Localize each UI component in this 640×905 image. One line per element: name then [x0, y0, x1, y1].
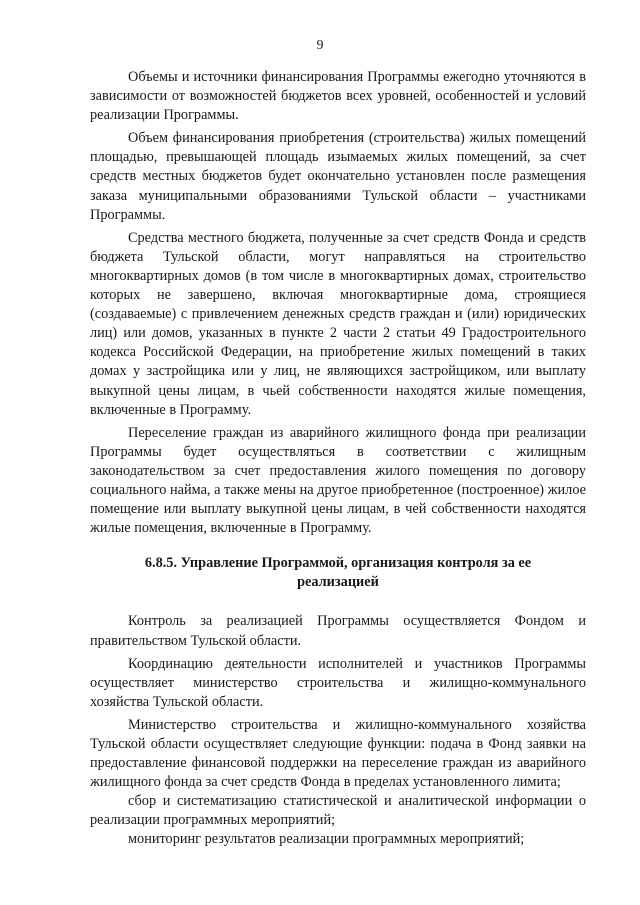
paragraph-monitoring: мониторинг результатов реализации программных мероприятий;: [128, 831, 525, 848]
paragraph-funding-excess-area: Объем финансирования приобретения (строительства) жилых помещений площадью, превышающей площадь изымаемых жилых помещений, за счет средств местных бюджетов будет окончательно установлен после размещения заказа муниципальными образованиями Тульской области – участниками Программы.: [90, 130, 586, 223]
paragraph-funding-volumes: Объемы и источники финансирования Программы ежегодно уточняются в зависимости от возможностей бюджетов всех уровней, особенностей и условий реализации Программы.: [90, 69, 586, 124]
paragraph-coordination: Координацию деятельности исполнителей и участников Программы осуществляет министерство строительства и жилищно-коммунального хозяйства Тульской области.: [90, 655, 586, 710]
page-number: 9: [316, 38, 324, 53]
paragraph-local-budget-funds: Средства местного бюджета, полученные за счет средств Фонда и средств бюджета Тульской области, могут направляться на строительство многоквартирных домов (в том числе в многоквартирных домах, строительство которых не завершено, включая многоквартирные дома, строящиеся (создаваемые) с привлечением денежных средств граждан и (или) юридических лиц) или домов, указанных в пункте 2 части 2 статьи 49 Градостроительного кодекса Российской Федерации, на приобретение жилых помещений в таких домах у застройщика или у лиц, не являющихся застройщиком, или выплату выкупной цены лицам, в чьей собственности находятся жилые помещения, включенные в Программу.: [90, 229, 586, 418]
document-body: [90, 68, 586, 850]
paragraph-resettlement: Переселение граждан из аварийного жилищного фонда при реализации Программы будет осуществляться в соответствии с жилищным законодательством за счет предоставления жилого помещения по договору социального найма, а также мены на другое приобретенное (построенное) жилое помещение или выплату выкупной цены лицам, в чей собственности находятся жилые помещения, включенные в Программу.: [90, 424, 586, 537]
paragraph-info-collection: сбор и систематизацию статистической и аналитической информации о реализации программных мероприятий;: [90, 793, 586, 829]
paragraph-control: Контроль за реализацией Программы осуществляется Фондом и правительством Тульской области.: [90, 613, 586, 649]
paragraph-ministry-functions: Министерство строительства и жилищно-коммунального хозяйства Тульской области осуществляет следующие функции: подача в Фонд заявки на предоставление финансовой поддержки на переселение граждан из аварийного жилищного фонда за счет средств Фонда в пределах установленного лимита;: [90, 716, 586, 791]
section-heading: 6.8.5. Управление Программой, организация контроля за ее реализацией: [144, 555, 532, 591]
